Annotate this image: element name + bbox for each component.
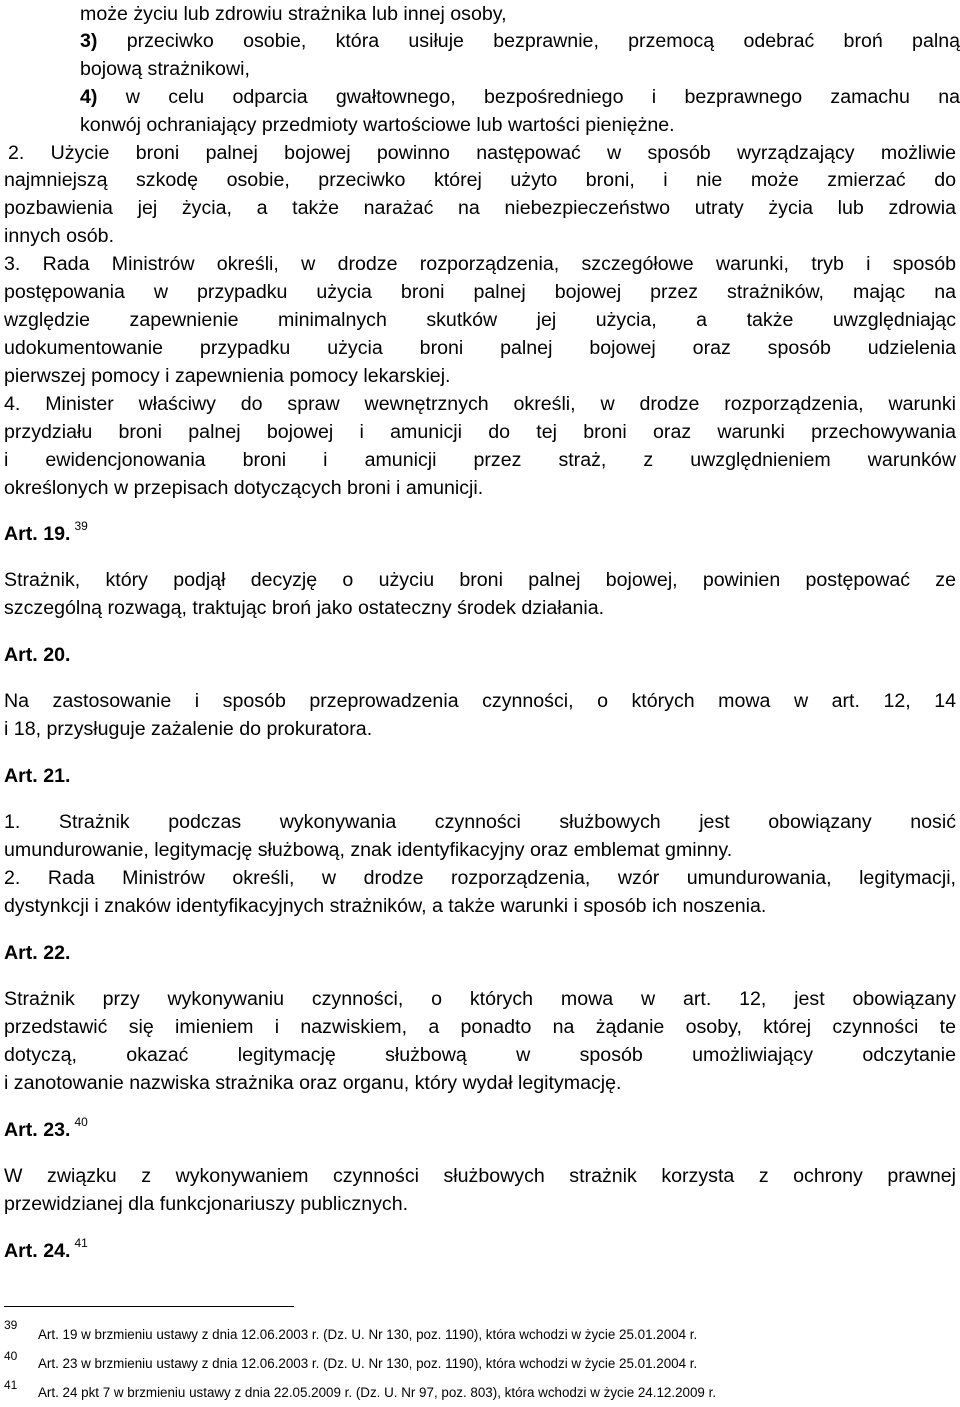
- text-line: Strażnik przy wykonywaniu czynności, o których mowa w art. 12, jest obowiązany: [4, 988, 956, 1010]
- article-heading: [4, 1116, 960, 1146]
- text-line: może życiu lub zdrowiu strażnika lub innej osoby,: [80, 3, 507, 25]
- footnote-text: Art. 19 w brzmieniu ustawy z dnia 12.06.2003 r. (Dz. U. Nr 130, poz. 1190), która wchodzi w życie 25.01.2004 r.: [38, 1327, 698, 1342]
- text-line: W związku z wykonywaniem czynności służbowych strażnik korzysta z ochrony prawnej: [4, 1165, 956, 1187]
- footnote-ref: 40: [74, 1115, 88, 1129]
- text-line: przedstawić się imieniem i nazwiskiem, a ponadto na żądanie osoby, której czynności te: [4, 1016, 956, 1038]
- text-line: szczególną rozwagą, traktując broń jako ostateczny środek działania.: [4, 597, 605, 619]
- article-heading: [4, 1237, 960, 1267]
- text-line: określonych w przepisach dotyczących broni i amunicji.: [4, 477, 484, 499]
- footnote-ref: 39: [74, 519, 88, 533]
- text-line: dotyczą, okazać legitymację służbową w sposób umożliwiający odczytanie: [4, 1044, 956, 1066]
- text-line: i 18, przysługuje zażalenie do prokuratora.: [4, 718, 373, 740]
- text-line: pierwszej pomocy i zapewnienia pomocy lekarskiej.: [4, 365, 451, 387]
- text-line: konwój ochraniający przedmioty wartościowe lub wartości pieniężne.: [80, 114, 675, 136]
- footnote-ref: 41: [74, 1236, 88, 1250]
- text-line: [8, 139, 956, 167]
- article-heading: Art. 21.: [4, 765, 71, 787]
- text-line-content: przeciwko osobie, która usiłuje bezprawnie, przemocą odebrać broń palną: [97, 30, 960, 52]
- text-line: pozbawienia jej życia, a także narażać na niebezpieczeństwo utraty życia lub zdrowia: [4, 197, 956, 219]
- footnote-text: Art. 24 pkt 7 w brzmieniu ustawy z dnia 22.05.2009 r. (Dz. U. Nr 97, poz. 803), która wchodzi w życie 24.12.2009 r.: [38, 1385, 717, 1400]
- text-line: 3. Rada Ministrów określi, w drodze rozporządzenia, szczegółowe warunki, tryb i sposób: [4, 253, 956, 275]
- point-number: 4): [80, 86, 98, 108]
- point-number: 3): [80, 30, 98, 52]
- article-heading-label: Art. 24.: [4, 1240, 71, 1262]
- text-line: Strażnik, który podjął decyzję o użyciu broni palnej bojowej, powinien postępować ze: [4, 569, 956, 591]
- text-line: innych osób.: [4, 225, 115, 247]
- article-heading: Art. 20.: [4, 644, 71, 666]
- footnote-divider: [4, 1306, 294, 1307]
- article-heading-label: Art. 23.: [4, 1119, 71, 1141]
- article-heading-label: Art. 19.: [4, 523, 71, 545]
- text-line: najmniejszą szkodę osobie, przeciwko której użyto broni, i nie może zmierzać do: [4, 169, 956, 191]
- text-line: 4. Minister właściwy do spraw wewnętrznych określi, w drodze rozporządzenia, warunki: [4, 393, 956, 415]
- text-line: względzie zapewnienie minimalnych skutków jej użycia, a także uwzględniając: [4, 309, 956, 331]
- footnote-number: 39: [4, 1318, 18, 1332]
- text-line: [80, 27, 960, 55]
- article-heading: Art. 22.: [4, 942, 71, 964]
- text-line-content: w celu odparcia gwałtownego, bezpośredniego i bezprawnego zamachu na: [97, 86, 960, 108]
- text-line: przewidzianej dla funkcjonariuszy publicznych.: [4, 1193, 409, 1215]
- footnote-number: 41: [4, 1378, 18, 1392]
- text-line: 1. Strażnik podczas wykonywania czynności służbowych jest obowiązany nosić: [4, 811, 956, 833]
- text-line: bojową strażnikowi,: [80, 58, 250, 80]
- text-line: przydziału broni palnej bojowej i amunicji do tej broni oraz warunki przechowywania: [4, 421, 956, 443]
- text-line: 2. Rada Ministrów określi, w drodze rozporządzenia, wzór umundurowania, legitymacji,: [4, 867, 956, 889]
- text-line-content: 2. Użycie broni palnej bojowej powinno następować w sposób wyrządzający możliwie: [8, 142, 956, 164]
- text-line: Na zastosowanie i sposób przeprowadzenia czynności, o których mowa w art. 12, 14: [4, 690, 956, 712]
- footnote-number: 40: [4, 1349, 18, 1363]
- text-line: umundurowanie, legitymację służbową, znak identyfikacyjny oraz emblemat gminny.: [4, 839, 733, 861]
- text-line: udokumentowanie przypadku użycia broni palnej bojowej oraz sposób udzielenia: [4, 337, 956, 359]
- text-line: i zanotowanie nazwiska strażnika oraz organu, który wydał legitymację.: [4, 1072, 622, 1094]
- footnote-text: Art. 23 w brzmieniu ustawy z dnia 12.06.2003 r. (Dz. U. Nr 130, poz. 1190), która wchodzi w życie 25.01.2004 r.: [38, 1356, 698, 1371]
- text-line: dystynkcji i znaków identyfikacyjnych strażników, a także warunki i sposób ich noszenia.: [4, 895, 767, 917]
- article-heading: [4, 520, 960, 550]
- text-line: i ewidencjonowania broni i amunicji przez straż, z uwzględnieniem warunków: [4, 449, 956, 471]
- text-line: postępowania w przypadku użycia broni palnej bojowej przez strażników, mając na: [4, 281, 956, 303]
- text-line: [80, 83, 960, 111]
